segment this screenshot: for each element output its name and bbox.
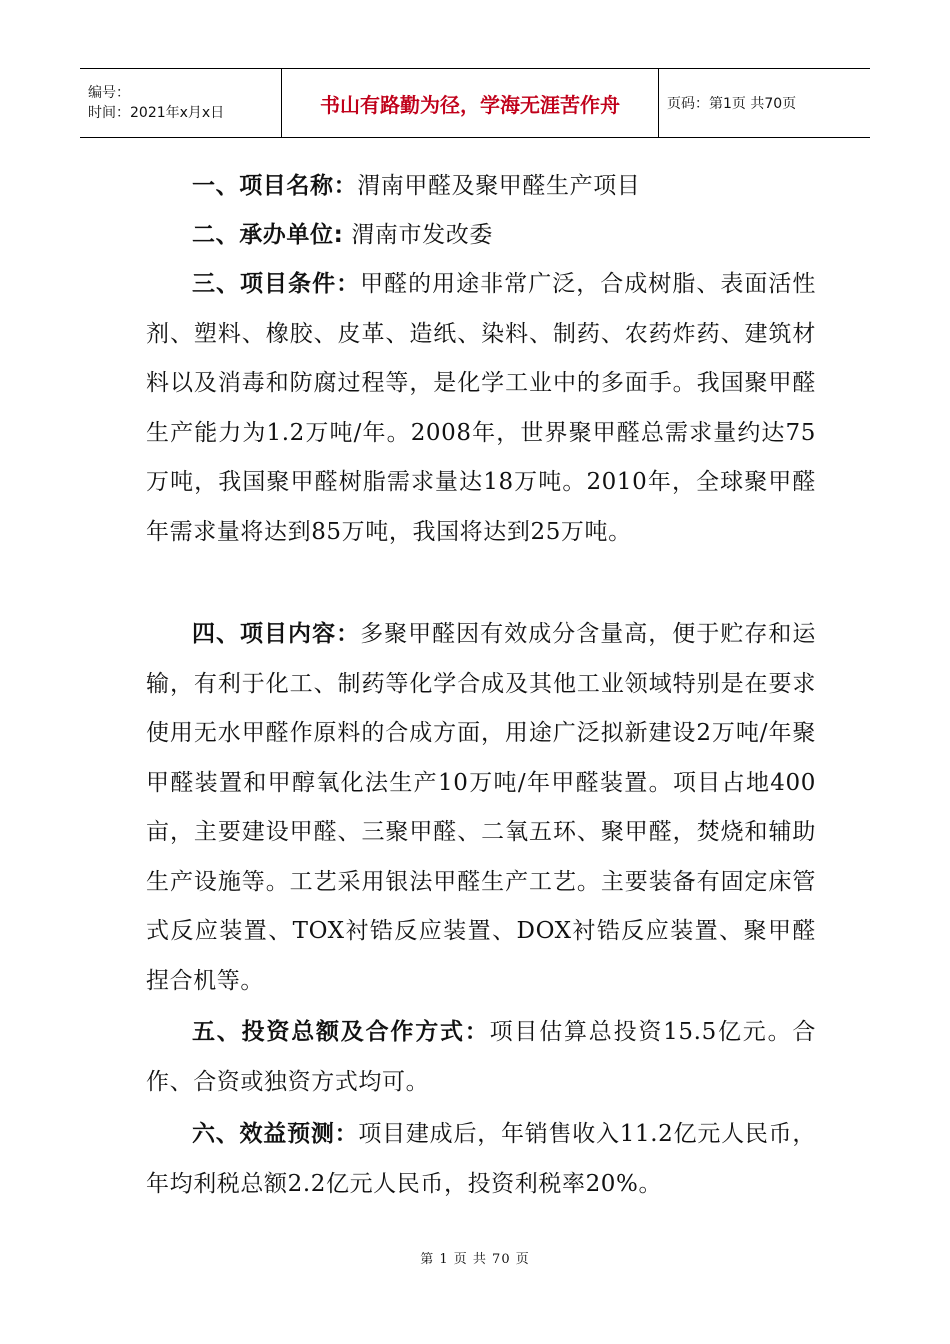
section-lead: 一、项目名称： — [192, 173, 358, 199]
section-content — [146, 610, 816, 1006]
section-text: 渭南市发改委 — [343, 222, 493, 248]
section-lead: 六、效益预测： — [192, 1121, 359, 1147]
section-conditions — [146, 260, 816, 557]
section-text: 项目建成后，年销售收入11.2亿元人民币，年均利税总额2.2亿元人民币，投资利税率20%。 — [146, 1121, 817, 1197]
section-text: 渭南甲醛及聚甲醛生产项目 — [357, 173, 641, 199]
section-text: 项目估算总投资15.5亿元。合作、合资或独资方式均可。 — [146, 1019, 816, 1095]
section-lead: 四、项目内容： — [192, 621, 361, 647]
header-page-cell — [659, 69, 870, 137]
header-motto: 书山有路勤为径，学海无涯苦作舟 — [320, 92, 620, 117]
document-number: 编号： — [88, 85, 130, 101]
section-lead: 三、项目条件： — [192, 271, 361, 297]
section-investment — [146, 1008, 816, 1107]
section-benefit — [146, 1110, 816, 1209]
page-footer: 第 1 页 共 70 页 — [420, 1252, 530, 1267]
header-meta — [80, 69, 282, 137]
section-text: 甲醛的用途非常广泛，合成树脂、表面活性剂、塑料、橡胶、皮革、造纸、染料、制药、农药炸药、建筑材料以及消毒和防腐过程等，是化学工业中的多面手。我国聚甲醛生产能力为1.2万吨/年。2008年，世界聚甲醛总需求量约达75万吨，我国聚甲醛树脂需求量达18万吨。2010年，全球聚甲醛年需求量将达到85万吨，我国将达到25万吨。 — [146, 271, 816, 545]
section-text: 多聚甲醛因有效成分含量高，便于贮存和运输，有利于化工、制药等化学合成及其他工业领域特别是在要求使用无水甲醛作原料的合成方面，用途广泛拟新建设2万吨/年聚甲醛装置和甲醇氧化法生产10万吨/年甲醛装置。项目占地400亩，主要建设甲醛、三聚甲醛、二氧五环、聚甲醛，焚烧和辅助生产设施等。工艺采用银法甲醛生产工艺。主要装备有固定床管式反应装置、TOX衬锆反应装置、DOX衬锆反应装置、聚甲醛捏合机等。 — [146, 621, 816, 994]
document-date: 时间：2021年x月x日 — [88, 105, 225, 121]
section-project-name — [146, 162, 816, 212]
section-lead: 五、投资总额及合作方式： — [192, 1019, 490, 1045]
page-header — [80, 68, 870, 138]
header-page-number: 页码：第1页 共70页 — [667, 96, 797, 112]
header-motto-cell — [282, 69, 659, 137]
section-organizer — [146, 211, 816, 261]
section-lead: 二、承办单位: — [192, 222, 344, 248]
